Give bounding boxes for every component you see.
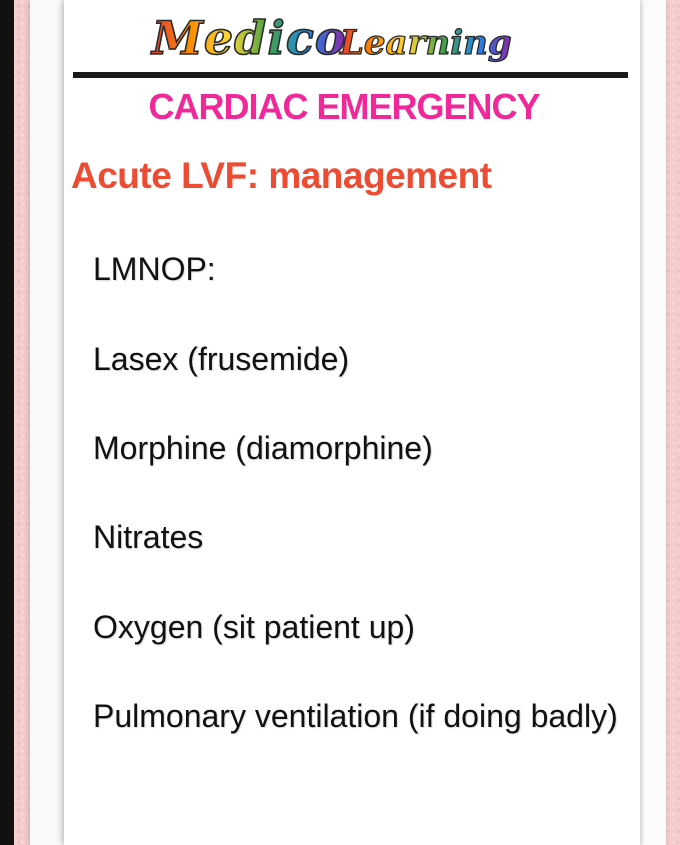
- topic-title: Acute LVF: management: [71, 155, 492, 196]
- list-item-lasex: Lasex (frusemide): [93, 341, 350, 377]
- medicolearning-logo: [90, 6, 560, 68]
- list-item-morphine: Morphine (diamorphine): [93, 430, 433, 466]
- svg-text:Medico: Medico: [152, 11, 347, 65]
- list-item-pulmonary-ventilation: Pulmonary ventilation (if doing badly): [93, 698, 618, 734]
- header-divider: [73, 72, 628, 78]
- list-item-nitrates: Nitrates: [93, 519, 204, 555]
- list-item-oxygen: Oxygen (sit patient up): [93, 609, 415, 645]
- svg-text:Learning: Learning: [340, 23, 512, 63]
- section-title: CARDIAC EMERGENCY: [148, 86, 540, 127]
- mnemonic-label: LMNOP:: [93, 251, 216, 287]
